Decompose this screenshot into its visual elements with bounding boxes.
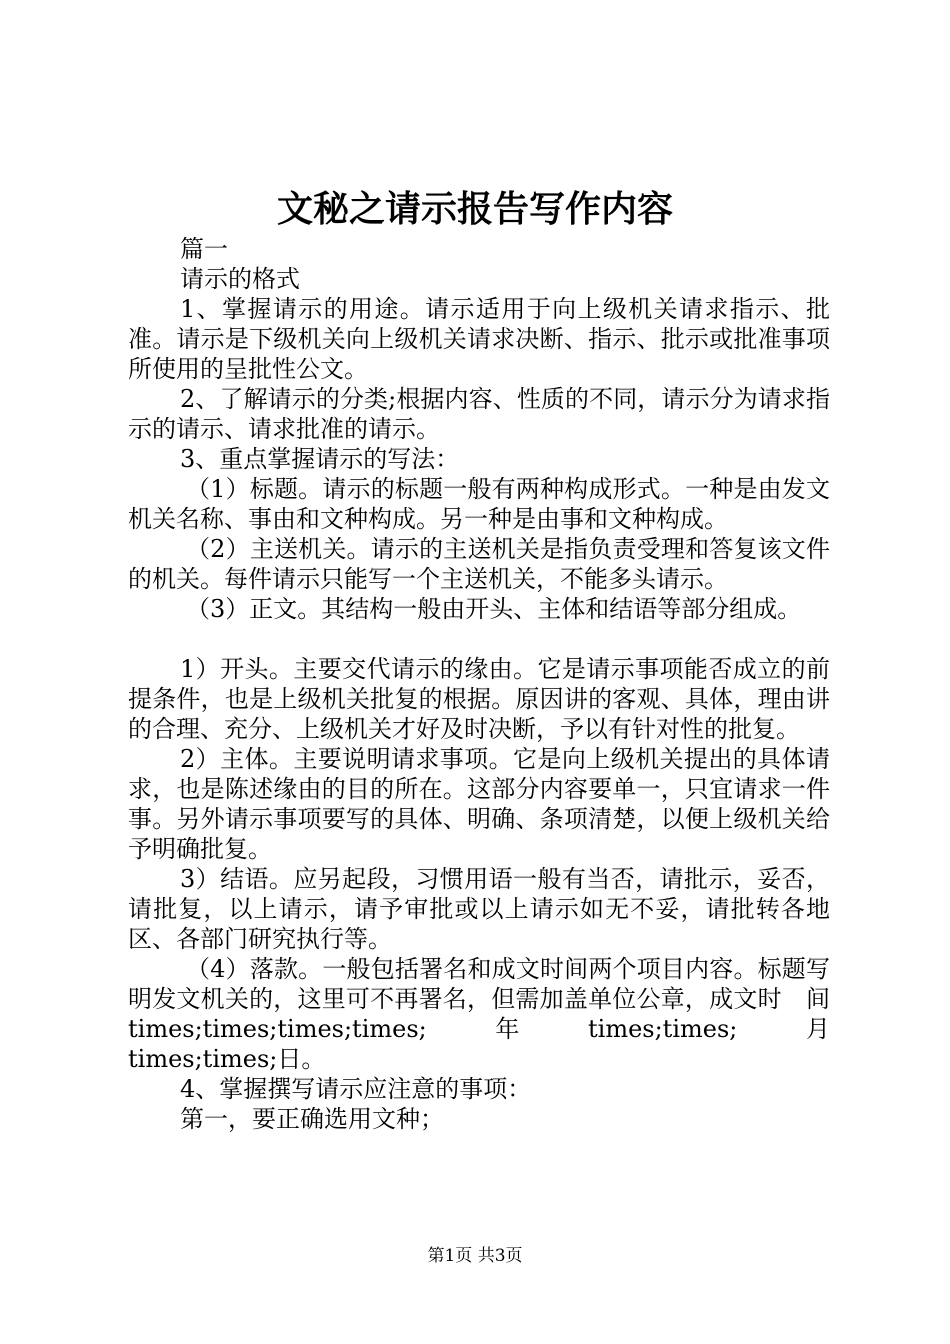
paragraph: （3）正文。其结构一般由开头、主体和结语等部分组成。: [186, 595, 802, 623]
blank-line: [128, 624, 830, 654]
paragraph: 2、了解请示的分类;根据内容、性质的不同，请示分为请求指示的请示、请求批准的请示。: [128, 385, 830, 443]
section-heading: 篇一: [180, 235, 228, 263]
paragraph: 1）开头。主要交代请示的缘由。它是请示事项能否成立的前提条件，也是上级机关批复的根据。原因讲的客观、具体，理由讲的合理、充分、上级机关才好及时决断，予以有针对性的批复。: [128, 655, 830, 743]
paragraph: 1、掌握请示的用途。请示适用于向上级机关请求指示、批准。请示是下级机关向上级机关请求决断、指示、批示或批准事项所使用的呈批性公文。: [128, 295, 830, 383]
document-body: [128, 234, 854, 1134]
paragraph: （4）落款。一般包括署名和成文时间两个项目内容。标题写明发文机关的，这里可不再署名，但需加盖单位公章，成文时 间 times;times;times;times; 年 times;times; 月times;times;日。: [128, 955, 854, 1073]
paragraph: 3、重点掌握请示的写法：: [180, 445, 460, 473]
page-number-footer: 第1页 共3页: [427, 1246, 523, 1266]
paragraph: （1）标题。请示的标题一般有两种构成形式。一种是由发文机关名称、事由和文种构成。另一种是由事和文种构成。: [128, 475, 830, 533]
document-title: 文秘之请示报告写作内容: [276, 188, 673, 230]
paragraph: 4、掌握撰写请示应注意的事项：: [180, 1075, 532, 1103]
subsection-heading: 请示的格式: [180, 265, 300, 293]
paragraph: （2）主送机关。请示的主送机关是指负责受理和答复该文件的机关。每件请示只能写一个主送机关，不能多头请示。: [128, 535, 830, 593]
paragraph: 2）主体。主要说明请求事项。它是向上级机关提出的具体请求，也是陈述缘由的目的所在。这部分内容要单一，只宜请求一件事。另外请示事项要写的具体、明确、条项清楚，以便上级机关给予明确批复。: [128, 745, 830, 863]
paragraph: 第一，要正确选用文种；: [180, 1105, 444, 1133]
paragraph: 3）结语。应另起段，习惯用语一般有当否，请批示，妥否，请批复，以上请示，请予审批或以上请示如无不妥，请批转各地区、各部门研究执行等。: [128, 865, 830, 953]
